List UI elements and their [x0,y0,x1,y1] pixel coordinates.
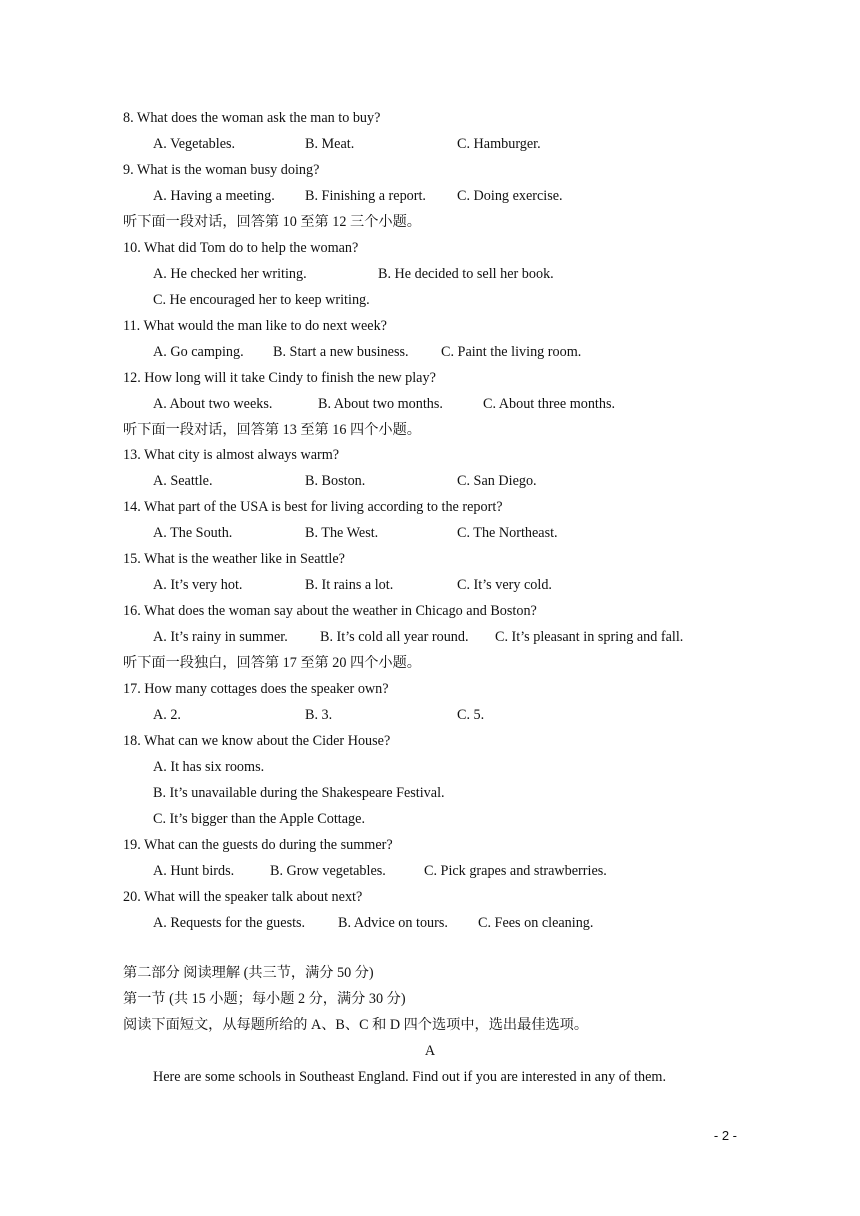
question-8-option-c: C. Hamburger. [457,136,541,152]
passage-label: A [424,1043,436,1059]
question-16-option-b: B. It’s cold all year round. [320,629,469,645]
question-14-option-b: B. The West. [305,525,379,541]
question-15-option-c: C. It’s very cold. [457,577,552,593]
reading-instruction: 阅读下面短文，从每题所给的 A、B、C 和 D 四个选项中，选出最佳选项。 [123,1017,589,1033]
question-15-option-a: A. It’s very hot. [153,577,243,593]
question-18-stem: 18. What can we know about the Cider House? [123,733,391,749]
question-13-stem: 13. What city is almost always warm? [123,447,340,463]
question-15-stem: 15. What is the weather like in Seattle? [123,551,345,567]
question-12-option-a: A. About two weeks. [153,396,273,412]
question-16-stem: 16. What does the woman say about the weather in Chicago and Boston? [123,603,537,619]
question-11-option-c: C. Paint the living room. [441,344,582,360]
question-19-stem: 19. What can the guests do during the summer? [123,837,393,853]
question-11-option-b: B. Start a new business. [273,344,409,360]
question-14-option-a: A. The South. [153,525,233,541]
question-10-option-b: B. He decided to sell her book. [378,266,554,282]
question-10-option-a: A. He checked her writing. [153,266,307,282]
question-17-option-c: C. 5. [457,707,485,723]
question-10-stem: 10. What did Tom do to help the woman? [123,240,359,256]
question-12-stem: 12. How long will it take Cindy to finish the new play? [123,370,436,386]
question-20-stem: 20. What will the speaker talk about next? [123,889,363,905]
question-18-option-a: A. It has six rooms. [153,759,265,775]
question-19-option-a: A. Hunt birds. [153,863,235,879]
page-number: - 2 - [713,1128,737,1143]
question-13-option-b: B. Boston. [305,473,366,489]
question-16-option-a: A. It’s rainy in summer. [153,629,288,645]
question-11-option-a: A. Go camping. [153,344,244,360]
question-14-stem: 14. What part of the USA is best for living according to the report? [123,499,503,515]
question-19-option-b: B. Grow vegetables. [270,863,386,879]
question-18-option-b: B. It’s unavailable during the Shakespeare Festival. [153,785,445,801]
question-12-option-c: C. About three months. [483,396,616,412]
question-9-option-c: C. Doing exercise. [457,188,563,204]
question-12-option-b: B. About two months. [318,396,443,412]
question-16-option-c: C. It’s pleasant in spring and fall. [495,629,684,645]
question-20-option-c: C. Fees on cleaning. [478,915,594,931]
question-13-option-c: C. San Diego. [457,473,537,489]
question-20-option-b: B. Advice on tours. [338,915,448,931]
question-20-option-a: A. Requests for the guests. [153,915,306,931]
listening-instruction-2: 听下面一段对话，回答第 13 至第 16 四个小题。 [123,422,421,438]
reading-section-title: 第一节 (共 15 小题；每小题 2 分，满分 30 分) [123,991,406,1007]
question-19-option-c: C. Pick grapes and strawberries. [424,863,607,879]
reading-part-title: 第二部分 阅读理解 (共三节，满分 50 分) [123,965,374,981]
question-9-option-b: B. Finishing a report. [305,188,426,204]
question-8-stem: 8. What does the woman ask the man to buy? [123,110,381,126]
question-9-option-a: A. Having a meeting. [153,188,275,204]
question-17-stem: 17. How many cottages does the speaker own? [123,681,389,697]
question-15-option-b: B. It rains a lot. [305,577,394,593]
question-18-option-c: C. It’s bigger than the Apple Cottage. [153,811,365,827]
question-9-stem: 9. What is the woman busy doing? [123,162,320,178]
listening-instruction-3: 听下面一段独白，回答第 17 至第 20 四个小题。 [123,655,421,671]
question-8-option-a: A. Vegetables. [153,136,236,152]
question-13-option-a: A. Seattle. [153,473,213,489]
passage-intro: Here are some schools in Southeast England. Find out if you are interested in any of them. [153,1069,666,1085]
question-10-option-c: C. He encouraged her to keep writing. [153,292,370,308]
question-17-option-a: A. 2. [153,707,181,723]
question-8-option-b: B. Meat. [305,136,355,152]
question-11-stem: 11. What would the man like to do next week? [123,318,387,334]
question-17-option-b: B. 3. [305,707,333,723]
listening-instruction-1: 听下面一段对话，回答第 10 至第 12 三个小题。 [123,214,421,230]
question-14-option-c: C. The Northeast. [457,525,558,541]
